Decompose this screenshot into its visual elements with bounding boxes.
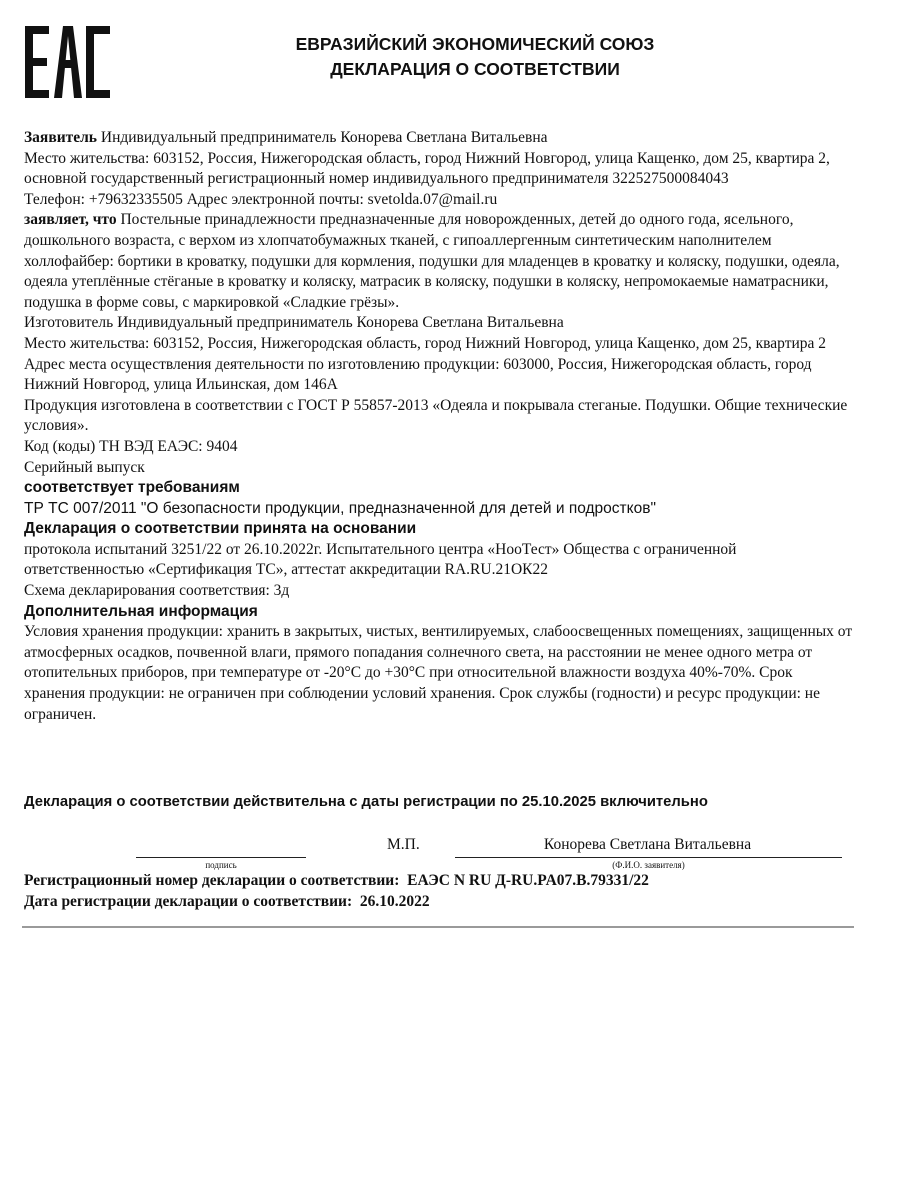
- stamp-place: М.П.: [387, 836, 420, 853]
- validity-statement: Декларация о соответствии действительна с даты регистрации по 25.10.2025 включительно: [24, 794, 708, 810]
- union-title: ЕВРАЗИЙСКИЙ ЭКОНОМИЧЕСКИЙ СОЮЗ: [295, 34, 655, 54]
- technical-regulation: ТР ТС 007/2011 "О безопасности продукции, предназначенной для детей и подростков": [24, 499, 656, 517]
- registration-date-row: [24, 893, 874, 911]
- registration-number-row: [24, 872, 874, 890]
- basis-text: протокола испытаний 3251/22 от 26.10.2022г. Испытательного центра «НооТест» Общества с ограниченной ответственностью «Сертификация ТС», аттестат аккредитации RA.RU.21ОК22: [24, 540, 737, 579]
- declares-paragraph: [24, 210, 854, 313]
- tnved-code: Код (коды) ТН ВЭД ЕАЭС: 9404: [24, 437, 238, 455]
- applicant-line: [24, 128, 854, 149]
- registration-number: ЕАЭС N RU Д-RU.PA07.B.79331/22: [407, 872, 649, 889]
- signature-line: [136, 857, 306, 858]
- manufacturer-residence: Место жительства: 603152, Россия, Нижегородская область, город Нижний Новгород, улица Кащенко, дом 25, квартира 2: [24, 334, 827, 352]
- signer-caption: (Ф.И.О. заявителя): [612, 860, 685, 870]
- signer-name-line: [455, 857, 842, 858]
- applicant-residence: Место жительства: 603152, Россия, Нижегородская область, город Нижний Новгород, улица Кащенко, дом 25, квартира 2, основной государственный регистрационный номер индивидуального предпринимателя 322527500084043: [24, 149, 830, 188]
- bottom-divider: [22, 926, 854, 928]
- declares-label: заявляет, что: [24, 211, 117, 229]
- declaration-scheme: Схема декларирования соответствия: 3д: [24, 582, 290, 600]
- registration-date-label: Дата регистрации декларации о соответствии:: [24, 893, 353, 910]
- declaration-body: [24, 128, 854, 725]
- registration-number-label: Регистрационный номер декларации о соответствии:: [24, 872, 400, 889]
- applicant-contacts: Телефон: +79632335505 Адрес электронной почты: svetolda.07@mail.ru: [24, 190, 498, 208]
- additional-info-text: Условия хранения продукции: хранить в закрытых, чистых, вентилируемых, слабоосвещенных помещениях, защищенных от атмосферных осадков, почвенной влаги, прямого попадания солнечного света, на расстоянии не менее одного метра от отопительных приборов, при температуре от -20°С до +30°С при относительной влажности воздуха 40%-70%. Срок хранения продукции: не ограничен при соблюдении условий хранения. Срок службы (годности) и ресурс продукции: не ограничен.: [24, 623, 853, 723]
- signature-caption: подпись: [205, 860, 237, 870]
- serial-release: Серийный выпуск: [24, 458, 145, 476]
- document-header: [220, 32, 730, 82]
- manufacturer-line: Изготовитель Индивидуальный предприниматель Конорева Светлана Витальевна: [24, 314, 564, 332]
- production-standard: Продукция изготовлена в соответствии с ГОСТ Р 55857-2013 «Одеяла и покрывала стеганые. Подушки. Общие технические условия».: [24, 396, 848, 435]
- eac-mark-logo: [22, 24, 112, 100]
- production-address: Адрес места осуществления деятельности по изготовлению продукции: 603000, Россия, Нижегородская область, город Нижний Новгород, улица Ильинская, дом 146А: [24, 355, 812, 394]
- product-description: Постельные принадлежности предназначенные для новорожденных, детей до одного года, ясельного, дошкольного возраста, с верхом из хлопчатобумажных тканей, с гипоаллергенным синтетическим наполнителем холлофайбер: бортики в кроватку, подушки для кормления, подушки для младенцев в кроватку и коляску, подушки, одеяла, одеяла утеплённые стёганые в кроватку и коляску, матрасик в коляску, подушки в коляску, непромокаемые наматрасники, подушка в форме совы, с маркировкой «Сладкие грёзы».: [24, 211, 840, 311]
- declaration-title: ДЕКЛАРАЦИЯ О СООТВЕТСТВИИ: [330, 59, 620, 79]
- conformity-label: соответствует требованиям: [24, 479, 240, 497]
- basis-label: Декларация о соответствии принята на основании: [24, 520, 417, 538]
- applicant-label: Заявитель: [24, 129, 98, 146]
- applicant-name: Индивидуальный предприниматель Конорева Светлана Витальевна: [100, 129, 548, 146]
- signer-name: Конорева Светлана Витальевна: [543, 836, 752, 853]
- additional-info-label: Дополнительная информация: [24, 602, 258, 620]
- registration-date: 26.10.2022: [359, 893, 430, 910]
